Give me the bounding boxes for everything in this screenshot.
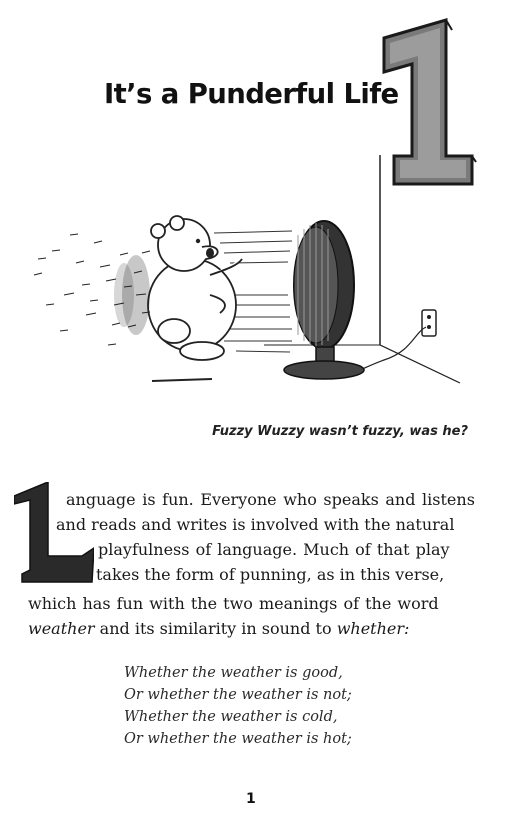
shadow [152,379,212,381]
cartoon-illustration [24,155,464,395]
verse-line: Whether the weather is cold, [124,709,338,725]
verse-line: Or whether the weather is not; [124,687,352,703]
body-line: which has fun with the two meanings of the word [28,594,439,613]
illustration-caption: Fuzzy Wuzzy wasn’t fuzzy, was he? [212,424,468,439]
page-number: 1 [246,791,256,807]
fur-cloud [114,255,150,335]
italic-word-weather: weather [28,619,95,638]
body-line [28,619,409,638]
body-line-segment: and its similarity in sound to [94,619,337,638]
body-line: and reads and writes is involved with the natural [56,515,455,534]
body-line: playfulness of language. Much of that play [98,540,450,559]
italic-word-whether: whether: [336,619,410,638]
bear-eye [196,239,200,243]
body-line: takes the form of punning, as in this verse, [96,565,445,584]
verse-line: Whether the weather is good, [124,665,343,681]
verse [124,662,352,750]
bear-figure [148,216,242,360]
bear-mouth [206,248,214,258]
body-line: anguage is fun. Everyone who speaks and listens [66,490,475,509]
wall-outlet [422,310,436,336]
chapter-title: It’s a Punderful Life [104,78,399,110]
verse-line: Or whether the weather is hot; [124,731,352,747]
electric-fan [284,221,364,379]
